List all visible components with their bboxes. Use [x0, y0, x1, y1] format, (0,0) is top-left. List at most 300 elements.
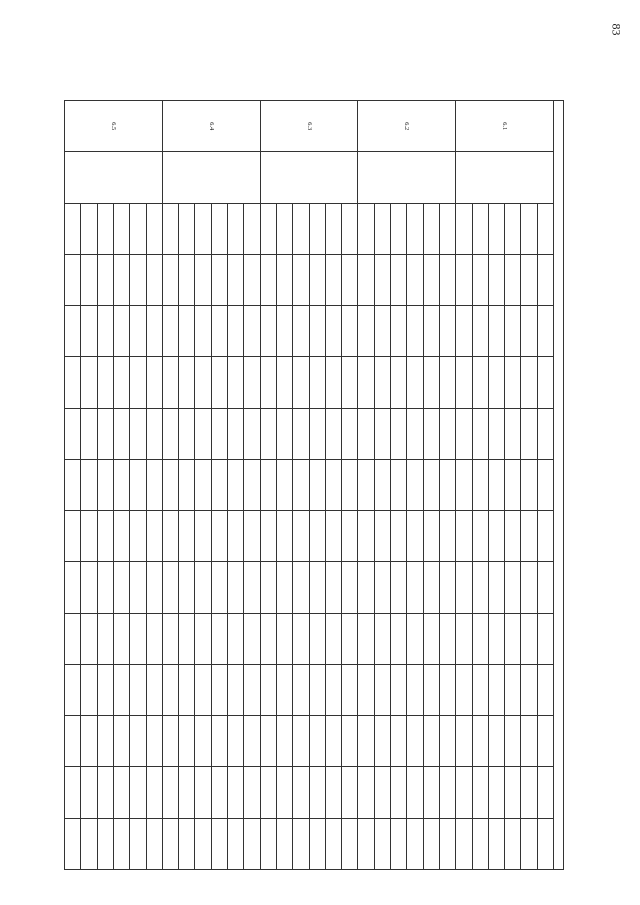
- table-row: [456, 101, 472, 870]
- table-cell: [162, 357, 178, 408]
- table-cell: [309, 254, 325, 305]
- table-cell: [537, 306, 553, 357]
- table-cell: [488, 562, 504, 613]
- table-cell: [407, 562, 423, 613]
- table-cell: [293, 357, 309, 408]
- table-cell: [260, 459, 276, 510]
- table-cell: [130, 306, 146, 357]
- consumer-category: [162, 203, 178, 254]
- table-cell: [293, 511, 309, 562]
- table-cell: [81, 818, 97, 869]
- table-cell: [407, 767, 423, 818]
- table-cell: [358, 767, 374, 818]
- table-cell: [211, 716, 227, 767]
- table-row: [521, 101, 537, 870]
- table-cell: [374, 511, 390, 562]
- table-row: [81, 101, 97, 870]
- table-cell: [325, 613, 341, 664]
- table-cell: [439, 408, 455, 459]
- consumer-category: [439, 203, 455, 254]
- table-cell: [130, 511, 146, 562]
- table-cell: [228, 818, 244, 869]
- table-cell: [211, 459, 227, 510]
- table-cell: [342, 562, 358, 613]
- table-cell: [423, 818, 439, 869]
- table-cell: [456, 306, 472, 357]
- table-cell: [65, 767, 81, 818]
- consumer-category: [65, 203, 81, 254]
- table-cell: [521, 357, 537, 408]
- table-cell: [244, 459, 260, 510]
- table-cell: [374, 716, 390, 767]
- table-cell: [65, 511, 81, 562]
- table-cell: [146, 562, 162, 613]
- table-cell: [472, 716, 488, 767]
- table-row: [407, 101, 423, 870]
- settlement-name: [456, 152, 554, 203]
- table-cell: [293, 562, 309, 613]
- table-cell: [325, 562, 341, 613]
- table-cell: [113, 767, 129, 818]
- table-cell: [342, 459, 358, 510]
- table-cell: [358, 613, 374, 664]
- consumer-category: [276, 203, 292, 254]
- table-cell: [211, 511, 227, 562]
- table-cell: [325, 818, 341, 869]
- table-cell: [407, 716, 423, 767]
- table-cell: [211, 408, 227, 459]
- table-cell: [260, 767, 276, 818]
- settlement-name: [65, 152, 163, 203]
- table-cell: [179, 306, 195, 357]
- table-cell: [472, 818, 488, 869]
- table-cell: [97, 716, 113, 767]
- table-cell: [472, 357, 488, 408]
- table-cell: [228, 716, 244, 767]
- table-cell: [195, 306, 211, 357]
- table-cell: [407, 664, 423, 715]
- table-row: [505, 101, 521, 870]
- table-cell: [146, 254, 162, 305]
- table-cell: [374, 357, 390, 408]
- table-cell: [472, 459, 488, 510]
- table-cell: [146, 357, 162, 408]
- consumer-category: [97, 203, 113, 254]
- table-cell: [342, 254, 358, 305]
- table-cell: [325, 767, 341, 818]
- table-cell: [391, 664, 407, 715]
- table-cell: [472, 511, 488, 562]
- table-cell: [521, 306, 537, 357]
- table-cell: [342, 818, 358, 869]
- table-cell: [521, 716, 537, 767]
- table-cell: [260, 716, 276, 767]
- table-cell: [162, 511, 178, 562]
- table-cell: [146, 716, 162, 767]
- table-row: [130, 101, 146, 870]
- table-cell: [325, 459, 341, 510]
- consumer-category: [358, 203, 374, 254]
- table-cell: [113, 818, 129, 869]
- section-number: 6.3: [260, 101, 358, 152]
- table-cell: [358, 716, 374, 767]
- table-cell: [505, 408, 521, 459]
- table-cell: [130, 818, 146, 869]
- table-cell: [162, 818, 178, 869]
- table-cell: [358, 306, 374, 357]
- table-cell: [309, 459, 325, 510]
- table-cell: [179, 562, 195, 613]
- table-cell: [423, 613, 439, 664]
- table-cell: [391, 254, 407, 305]
- table-cell: [358, 459, 374, 510]
- table-cell: [358, 511, 374, 562]
- table-cell: [505, 357, 521, 408]
- table-cell: [195, 613, 211, 664]
- table-cell: [146, 511, 162, 562]
- table-cell: [391, 716, 407, 767]
- table-cell: [521, 511, 537, 562]
- table-cell: [439, 306, 455, 357]
- table-cell: [130, 664, 146, 715]
- table-cell: [488, 767, 504, 818]
- table-cell: [407, 613, 423, 664]
- table-cell: [276, 664, 292, 715]
- table-cell: [374, 664, 390, 715]
- table-cell: [521, 562, 537, 613]
- table-cell: [228, 357, 244, 408]
- table-cell: [97, 254, 113, 305]
- table-cell: [537, 613, 553, 664]
- table-cell: [488, 254, 504, 305]
- table-cell: [293, 459, 309, 510]
- table-cell: [130, 767, 146, 818]
- table-cell: [488, 459, 504, 510]
- table-cell: [179, 357, 195, 408]
- table-cell: [195, 664, 211, 715]
- table-cell: [244, 664, 260, 715]
- table-cell: [309, 408, 325, 459]
- table-cell: [228, 562, 244, 613]
- table-cell: [537, 511, 553, 562]
- table-cell: [276, 818, 292, 869]
- table-cell: [391, 613, 407, 664]
- consumer-category: [505, 203, 521, 254]
- table-cell: [325, 408, 341, 459]
- table-cell: [146, 306, 162, 357]
- table-cell: [407, 511, 423, 562]
- table-cell: [374, 254, 390, 305]
- table-cell: [309, 716, 325, 767]
- table-cell: [113, 716, 129, 767]
- table-cell: [358, 357, 374, 408]
- table-cell: [113, 613, 129, 664]
- table-cell: [81, 664, 97, 715]
- table-cell: [81, 459, 97, 510]
- table-cell: [195, 357, 211, 408]
- table-cell: [179, 613, 195, 664]
- document-sheet: [64, 100, 564, 870]
- table-cell: [505, 613, 521, 664]
- table-cell: [65, 716, 81, 767]
- table-cell: [65, 357, 81, 408]
- section-number: 6.1: [456, 101, 554, 152]
- table-cell: [488, 818, 504, 869]
- table-cell: [81, 767, 97, 818]
- consumer-category: [130, 203, 146, 254]
- consumer-category: [391, 203, 407, 254]
- table-cell: [309, 664, 325, 715]
- table-cell: [537, 562, 553, 613]
- table-cell: [228, 459, 244, 510]
- table-cell: [228, 511, 244, 562]
- table-row: [472, 101, 488, 870]
- table-cell: [439, 716, 455, 767]
- table-cell: [130, 459, 146, 510]
- table-cell: [342, 357, 358, 408]
- table-cell: [358, 664, 374, 715]
- table-cell: [244, 357, 260, 408]
- table-cell: [488, 613, 504, 664]
- consumer-category: [488, 203, 504, 254]
- table-cell: [179, 408, 195, 459]
- table-cell: [276, 562, 292, 613]
- table-cell: [505, 306, 521, 357]
- table-cell: [113, 306, 129, 357]
- table-cell: [276, 254, 292, 305]
- table-cell: [81, 408, 97, 459]
- table-cell: [293, 818, 309, 869]
- table-row: [65, 101, 81, 870]
- table-cell: [472, 613, 488, 664]
- table-cell: [276, 767, 292, 818]
- table-cell: [97, 357, 113, 408]
- table-cell: [97, 818, 113, 869]
- table-cell: [211, 562, 227, 613]
- table-cell: [195, 511, 211, 562]
- table-cell: [195, 254, 211, 305]
- consumer-category: [407, 203, 423, 254]
- table-cell: [505, 459, 521, 510]
- table-cell: [325, 716, 341, 767]
- table-cell: [521, 254, 537, 305]
- table-cell: [423, 459, 439, 510]
- consumer-category: [374, 203, 390, 254]
- table-cell: [97, 664, 113, 715]
- table-cell: [113, 511, 129, 562]
- table-cell: [456, 459, 472, 510]
- table-row: [423, 101, 439, 870]
- table-cell: [113, 254, 129, 305]
- table-cell: [293, 254, 309, 305]
- table-cell: [537, 767, 553, 818]
- table-row: [260, 101, 276, 870]
- table-cell: [260, 664, 276, 715]
- table-row: [537, 101, 553, 870]
- table-cell: [374, 767, 390, 818]
- table-cell: [211, 818, 227, 869]
- table-cell: [228, 408, 244, 459]
- consumer-category: [113, 203, 129, 254]
- table-cell: [113, 664, 129, 715]
- table-cell: [505, 511, 521, 562]
- table-cell: [97, 306, 113, 357]
- table-row: [162, 101, 178, 870]
- table-cell: [293, 306, 309, 357]
- table-cell: [65, 613, 81, 664]
- consumer-category: [81, 203, 97, 254]
- table-cell: [521, 767, 537, 818]
- table-cell: [488, 357, 504, 408]
- table-cell: [521, 459, 537, 510]
- table-cell: [537, 818, 553, 869]
- table-cell: [97, 767, 113, 818]
- table-cell: [276, 613, 292, 664]
- table-cell: [505, 716, 521, 767]
- table-cell: [505, 664, 521, 715]
- table-cell: [179, 664, 195, 715]
- tariff-table: [64, 100, 564, 870]
- table-cell: [505, 818, 521, 869]
- table-cell: [195, 767, 211, 818]
- table-cell: [325, 254, 341, 305]
- table-cell: [537, 664, 553, 715]
- table-cell: [391, 408, 407, 459]
- table-row: [276, 101, 292, 870]
- table-cell: [488, 511, 504, 562]
- table-cell: [374, 408, 390, 459]
- table-cell: [130, 254, 146, 305]
- table-cell: [260, 818, 276, 869]
- table-cell: [162, 716, 178, 767]
- table-cell: [162, 306, 178, 357]
- table-cell: [244, 818, 260, 869]
- consumer-category: [179, 203, 195, 254]
- table-cell: [228, 664, 244, 715]
- table-cell: [162, 767, 178, 818]
- table-cell: [293, 767, 309, 818]
- table-cell: [325, 306, 341, 357]
- table-row: [374, 101, 390, 870]
- table-cell: [97, 562, 113, 613]
- table-cell: [407, 306, 423, 357]
- table-cell: [439, 818, 455, 869]
- table-header-row: [554, 101, 564, 870]
- consumer-category: [309, 203, 325, 254]
- table-cell: [228, 254, 244, 305]
- table-cell: [276, 511, 292, 562]
- table-row: [228, 101, 244, 870]
- table-cell: [146, 818, 162, 869]
- table-row: [358, 101, 374, 870]
- table-cell: [342, 613, 358, 664]
- table-cell: [146, 459, 162, 510]
- table-cell: [195, 818, 211, 869]
- table-row: [113, 101, 129, 870]
- table-cell: [374, 562, 390, 613]
- table-cell: [276, 459, 292, 510]
- table-cell: [537, 254, 553, 305]
- table-cell: [456, 664, 472, 715]
- table-row: [293, 101, 309, 870]
- table-cell: [391, 357, 407, 408]
- table-cell: [439, 254, 455, 305]
- table-cell: [521, 613, 537, 664]
- table-cell: [179, 511, 195, 562]
- table-cell: [407, 357, 423, 408]
- table-cell: [228, 306, 244, 357]
- table-row: [146, 101, 162, 870]
- table-cell: [309, 306, 325, 357]
- table-cell: [456, 818, 472, 869]
- consumer-category: [423, 203, 439, 254]
- table-cell: [423, 562, 439, 613]
- table-cell: [358, 408, 374, 459]
- consumer-category: [472, 203, 488, 254]
- table-cell: [65, 306, 81, 357]
- table-cell: [113, 357, 129, 408]
- table-cell: [211, 613, 227, 664]
- consumer-category: [228, 203, 244, 254]
- table-cell: [211, 357, 227, 408]
- table-cell: [81, 511, 97, 562]
- table-cell: [439, 767, 455, 818]
- table-cell: [146, 408, 162, 459]
- table-cell: [293, 664, 309, 715]
- table-cell: [244, 511, 260, 562]
- consumer-category: [211, 203, 227, 254]
- table-cell: [537, 408, 553, 459]
- table-cell: [211, 254, 227, 305]
- table-cell: [456, 716, 472, 767]
- table-cell: [342, 767, 358, 818]
- table-cell: [130, 357, 146, 408]
- table-cell: [325, 357, 341, 408]
- table-cell: [309, 562, 325, 613]
- table-cell: [81, 716, 97, 767]
- table-cell: [81, 306, 97, 357]
- table-cell: [342, 408, 358, 459]
- table-row: [325, 101, 341, 870]
- table-cell: [309, 767, 325, 818]
- table-cell: [65, 818, 81, 869]
- table-cell: [195, 408, 211, 459]
- consumer-category: [244, 203, 260, 254]
- table-cell: [146, 767, 162, 818]
- table-cell: [407, 408, 423, 459]
- table-cell: [488, 306, 504, 357]
- table-cell: [260, 254, 276, 305]
- table-cell: [113, 459, 129, 510]
- table-cell: [423, 357, 439, 408]
- table-row: [342, 101, 358, 870]
- table-cell: [439, 613, 455, 664]
- section-number: 6.4: [162, 101, 260, 152]
- table-cell: [65, 254, 81, 305]
- table-cell: [162, 562, 178, 613]
- table-header-cell: [554, 101, 564, 870]
- table-cell: [521, 664, 537, 715]
- table-cell: [439, 357, 455, 408]
- table-cell: [293, 613, 309, 664]
- table-cell: [244, 767, 260, 818]
- table-cell: [244, 306, 260, 357]
- table-cell: [293, 716, 309, 767]
- table-cell: [113, 408, 129, 459]
- table-cell: [391, 767, 407, 818]
- table-cell: [65, 459, 81, 510]
- table-cell: [423, 254, 439, 305]
